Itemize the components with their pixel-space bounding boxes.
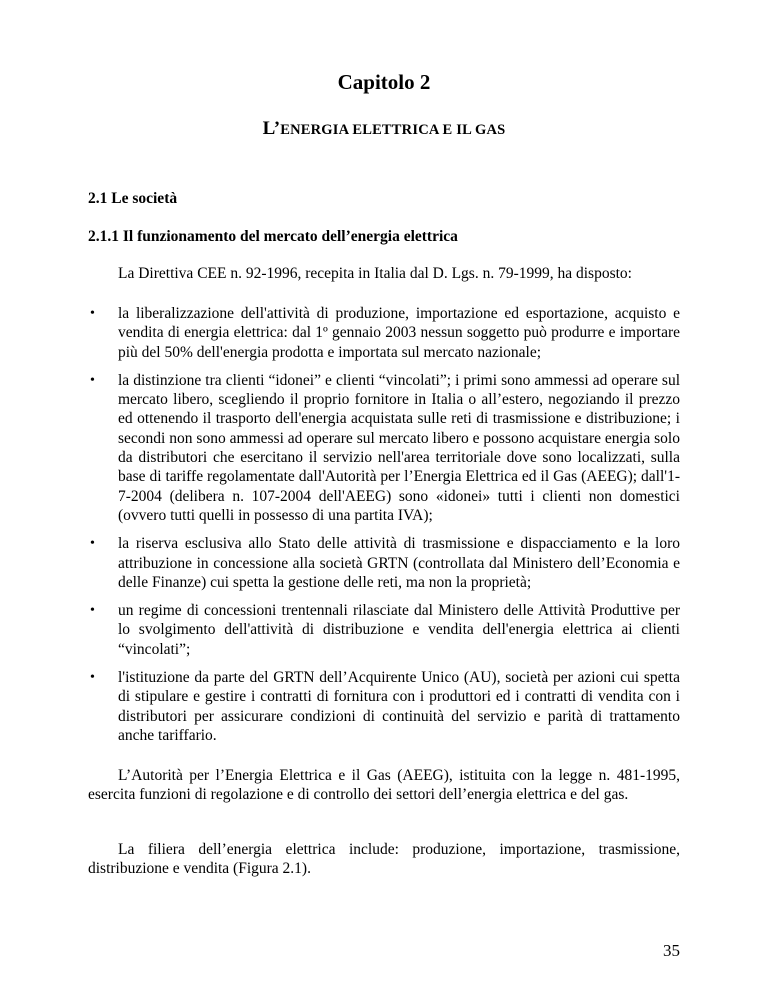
bullet-icon: • bbox=[90, 536, 95, 552]
aeeg-paragraph: L’Autorità per l’Energia Elettrica e il Gas (AEEG), istituita con la legge n. 481-1995, esercita funzioni di regolazione e di controllo dei settori dell’energia elettrica e del gas. bbox=[88, 767, 680, 804]
chapter-label: Capitolo 2 bbox=[337, 70, 431, 94]
list-item-text: la distinzione tra clienti “idonei” e clienti “vincolati”; i primi sono ammessi ad operare sul mercato libero, scegliendo il proprio fornitore in Italia o all’estero, negoziando il prezzo ed ottenendo il trasporto dell'energia acquistata sulle reti di trasmissione e distribuzione; i secondi non sono ammessi ad operare sul mercato libero e possono acquistare energia solo da distributori che esercitano il servizio nell'area territoriale dove sono localizzati, sulla base di tariffe regolamentate dall'Autorità per l’Energia Elettrica ed il Gas (AEEG); dall'1-7-2004 (delibera n. 107-2004 dell'AEEG) sono «idonei» tutti i clienti non domestici (ovvero tutti quelli in possesso di una partita IVA); bbox=[118, 371, 680, 524]
list-item bbox=[88, 371, 680, 525]
list-item-text: l'istituzione da parte del GRTN dell’Acquirente Unico (AU), società per azioni cui spetta di stipulare e gestire i contratti di fornitura con i produttori ed i contratti di vendita con i distributori per assicurare condizioni di continuità del servizio e parità di trattamento anche tariffario. bbox=[118, 669, 680, 744]
list-item-text: un regime di concessioni trentennali rilasciate dal Ministero delle Attività Produttive per lo svolgimento dell'attività di distribuzione e vendita dell'energia elettrica ai clienti “vincolati”; bbox=[118, 602, 680, 658]
chapter-title bbox=[0, 118, 768, 140]
list-item bbox=[88, 601, 680, 659]
section-heading: 2.1 Le società bbox=[88, 190, 178, 207]
chapter-title-initial: L’ bbox=[262, 118, 281, 139]
list-item bbox=[88, 534, 680, 592]
bullet-icon: • bbox=[90, 670, 95, 686]
list-item bbox=[88, 668, 680, 745]
page-number: 35 bbox=[663, 941, 680, 960]
chapter-title-smallcaps: ENERGIA ELETTRICA E IL GAS bbox=[280, 122, 506, 138]
list-item-text: la riserva esclusiva allo Stato delle attività di trasmissione e dispacciamento e la loro attribuzione in concessione alla società GRTN (controllata dal Ministero dell’Economia e delle Finanze) cui spetta la gestione delle reti, ma non la proprietà; bbox=[118, 535, 680, 591]
bullet-icon: • bbox=[90, 306, 95, 321]
list-item bbox=[88, 304, 680, 362]
bullet-icon: • bbox=[90, 372, 95, 388]
list-item-text: la liberalizzazione dell'attività di produzione, importazione ed esportazione, acquisto e vendita di energia elettrica: dal 1º gennaio 2003 nessun soggetto può produrre e importare più del 50% dell'energia prodotta e importata sul mercato nazionale; bbox=[118, 305, 680, 361]
provisions-list bbox=[88, 304, 680, 754]
bullet-icon: • bbox=[90, 603, 95, 619]
filiera-paragraph: La filiera dell’energia elettrica include: produzione, importazione, trasmissione, distribuzione e vendita (Figura 2.1). bbox=[88, 841, 680, 878]
subsection-heading: 2.1.1 Il funzionamento del mercato dell’energia elettrica bbox=[88, 228, 458, 245]
intro-paragraph: La Direttiva CEE n. 92-1996, recepita in Italia dal D. Lgs. n. 79-1999, ha disposto: bbox=[118, 265, 632, 282]
